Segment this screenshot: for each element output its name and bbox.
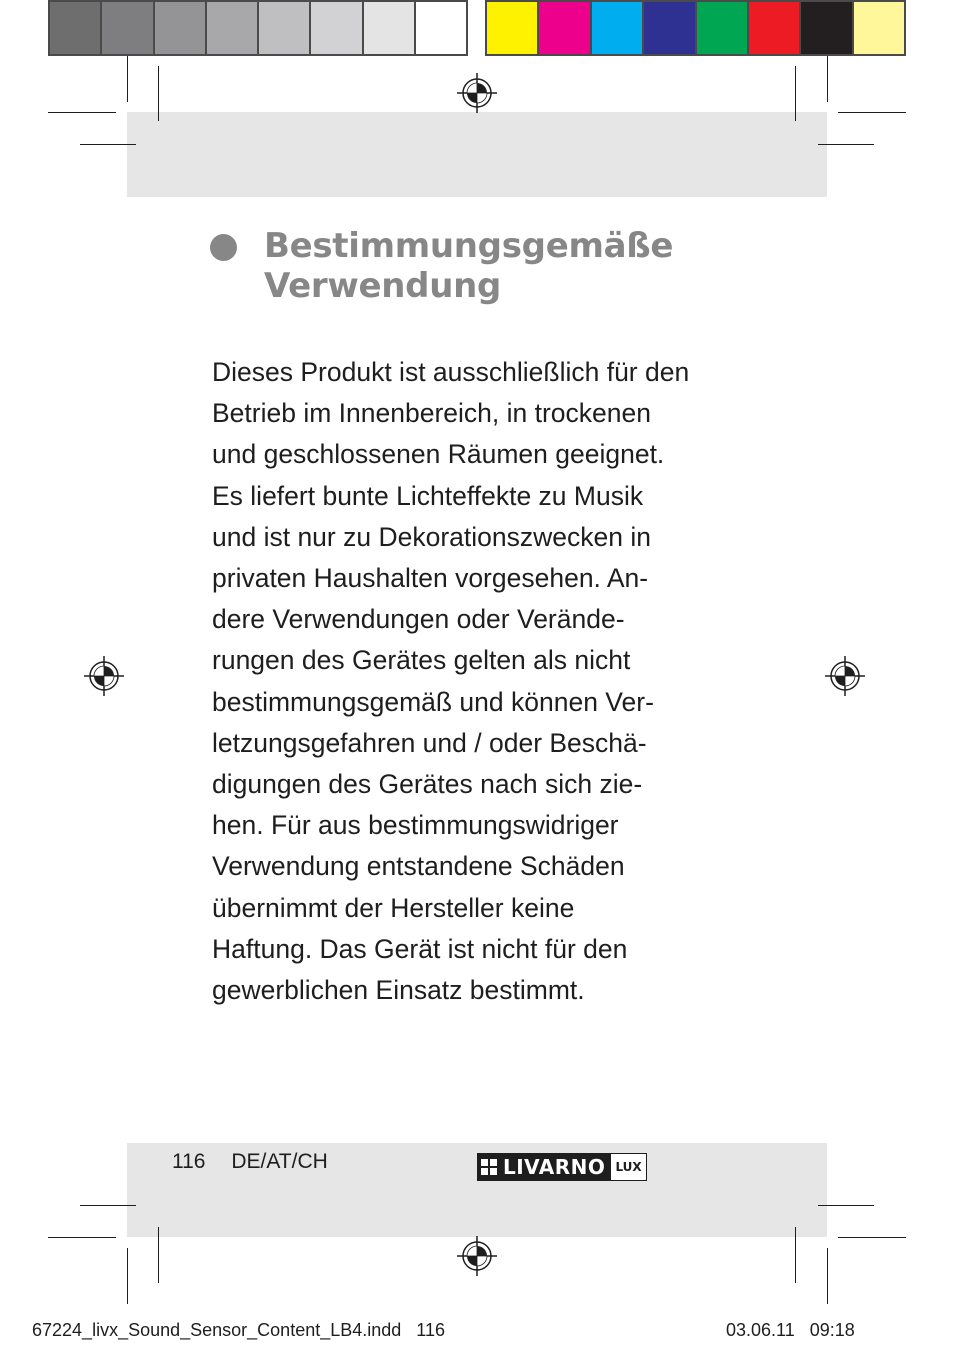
crop-mark (48, 1237, 116, 1238)
calibration-swatch (311, 2, 361, 54)
brand-logo (477, 1153, 647, 1181)
body-line: Dieses Produkt ist ausschließlich für den (212, 357, 690, 387)
body-line: Haftung. Das Gerät ist nicht für den (212, 933, 628, 964)
crop-mark (80, 1205, 136, 1206)
page-footer-info (172, 1150, 328, 1174)
body-line: hen. Für aus bestimmungswidriger (212, 810, 619, 841)
header-panel (127, 112, 827, 197)
calibration-swatch (854, 2, 904, 54)
body-line: dere Verwendungen oder Verände- (212, 604, 625, 635)
calibration-swatch (749, 2, 799, 54)
registration-mark-icon (457, 73, 497, 113)
slug-datetime: 03.06.11 09:18 (726, 1320, 855, 1340)
calibration-swatch (259, 2, 309, 54)
calibration-swatch (487, 2, 537, 54)
section-title (264, 226, 673, 306)
calibration-swatch (801, 2, 851, 54)
logo-suffix: LUX (611, 1153, 646, 1181)
crop-mark (158, 66, 159, 121)
registration-mark-icon (825, 656, 865, 696)
body-line: Verwendung entstandene Schäden (212, 851, 625, 882)
body-line: rungen des Gerätes gelten als nicht (212, 645, 631, 676)
calibration-swatch (416, 2, 466, 54)
section-title-line: Bestimmungsgemäße (264, 226, 674, 266)
color-calibration-bar (485, 0, 906, 56)
calibration-swatch (644, 2, 694, 54)
calibration-swatch (539, 2, 589, 54)
registration-mark-icon (84, 656, 124, 696)
slug-filename: 67224_livx_Sound_Sensor_Content_LB4.indd 116 (32, 1320, 445, 1340)
calibration-swatch (364, 2, 414, 54)
section-bullet-icon (210, 234, 237, 261)
crop-mark (795, 66, 796, 121)
crop-mark (827, 56, 828, 102)
crop-mark (838, 112, 906, 113)
body-line: gewerblichen Einsatz bestimmt. (212, 975, 585, 1006)
calibration-swatch (207, 2, 257, 54)
section-body (212, 352, 712, 1011)
body-line: privaten Haushalten vorgesehen. An- (212, 563, 649, 594)
registration-mark-icon (457, 1236, 497, 1276)
page-number: 116 (172, 1150, 206, 1173)
body-line: Es liefert bunte Lichteffekte zu Musik (212, 480, 644, 511)
crop-mark (48, 112, 116, 113)
body-line: und ist nur zu Dekorationszwecken in (212, 521, 651, 552)
crop-mark (158, 1227, 159, 1283)
body-line: übernimmt der Hersteller keine (212, 892, 575, 923)
crop-mark (795, 1227, 796, 1283)
calibration-swatch (155, 2, 205, 54)
calibration-swatch (102, 2, 152, 54)
body-line: und geschlossenen Räumen geeignet. (212, 439, 665, 470)
crop-mark (818, 1205, 874, 1206)
crop-mark (827, 1248, 828, 1304)
crop-mark (80, 144, 136, 145)
section-title-line: Verwendung (264, 266, 502, 306)
calibration-swatch (50, 2, 100, 54)
body-line: Betrieb im Innenbereich, in trockenen (212, 398, 651, 429)
body-line: digungen des Gerätes nach sich zie- (212, 769, 643, 800)
logo-text: LIVARNO (503, 1155, 606, 1179)
crop-mark (127, 56, 128, 102)
body-line: bestimmungsgemäß und können Ver- (212, 686, 654, 717)
calibration-swatch (697, 2, 747, 54)
logo-squares-icon (481, 1159, 497, 1175)
body-line: letzungsgefahren und / oder Beschä- (212, 727, 647, 758)
grayscale-calibration-bar (48, 0, 468, 56)
calibration-swatch (592, 2, 642, 54)
crop-mark (818, 144, 874, 145)
region-code: DE/AT/CH (231, 1150, 328, 1173)
crop-mark (127, 1248, 128, 1304)
crop-mark (838, 1237, 906, 1238)
